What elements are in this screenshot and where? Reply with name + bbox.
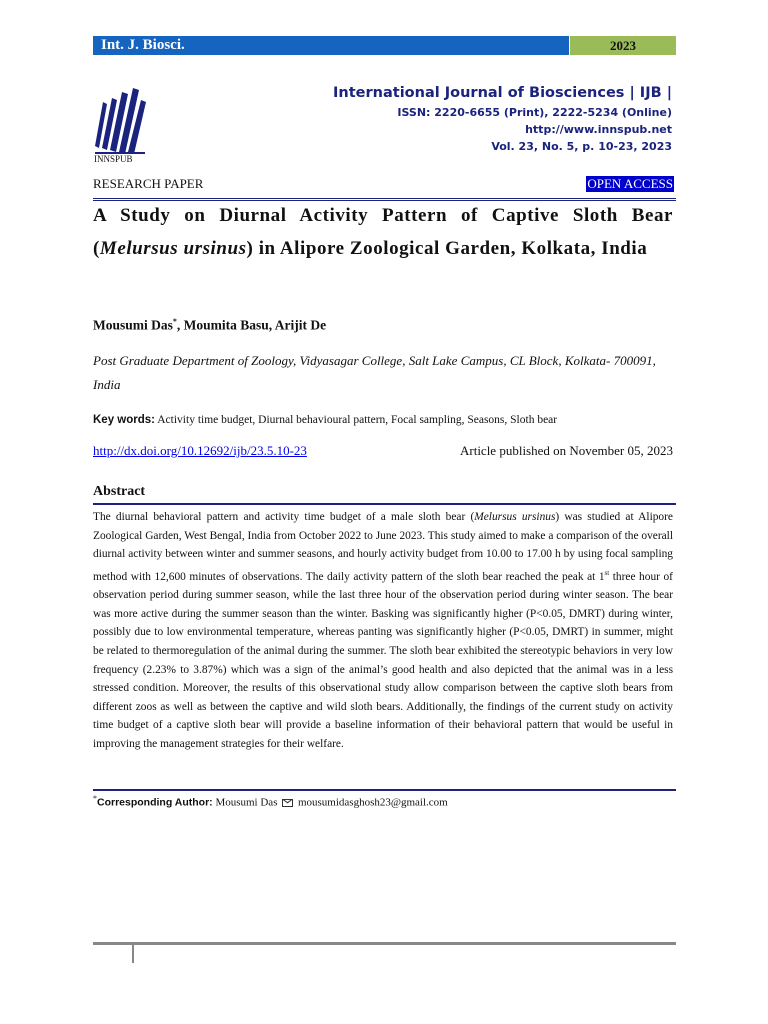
footer-divider: [93, 942, 676, 945]
author-list: [93, 313, 326, 335]
abstract-species: Melursus ursinus: [474, 511, 556, 523]
journal-title: International Journal of Biosciences | IJB |: [333, 85, 672, 101]
keywords-text: Activity time budget, Diurnal behavioural pattern, Focal sampling, Seasons, Sloth bear: [157, 414, 558, 426]
open-access-badge: OPEN ACCESS: [587, 176, 673, 191]
journal-url[interactable]: http://www.innspub.net: [525, 123, 672, 136]
corr-name: Mousumi Das: [215, 796, 278, 809]
keywords-label: Key words:: [93, 414, 155, 426]
title-species: Melursus ursinus: [99, 237, 247, 259]
keywords: [93, 413, 676, 428]
abstract-text-3: three hour of observation period during summer season, while the last three hour of the observation period during winter season. The bear was more active during the summer season than the winter. Basking was significantly higher (P<0.05, DMRT) during winter, possibly due to low environmental temperature, whereas panting was significantly higher (P<0.05, DMRT) in summer, might be related to thermoregulation of the animal during the summer. The sloth bear exhibited the stereotypic behaviors in very low frequency (2.23% to 3.87%) which was a sign of the animal’s good health and also depicted that the animal was in a less stressed condition. Moreover, the results of this observational study allow comparison between the captive sloth bears from different zoos as well as between the captive and wild sloth bears. Additionally, the findings of the current study on activity time budget of a captive sloth bear will provide a baseline information of their behavioral pattern that would be useful in improving the management strategies for their welfare.: [93, 570, 673, 750]
corr-email[interactable]: mousumidasghosh23@gmail.com: [297, 796, 448, 809]
abstract-ordinal: st: [604, 568, 610, 577]
abstract-text-1: The diurnal behavioral pattern and activity time budget of a male sloth bear (: [93, 511, 475, 523]
issn: ISSN: 2220-6655 (Print), 2222-5234 (Online): [397, 106, 672, 119]
corr-label: Corresponding Author:: [97, 796, 213, 809]
journal-header-bar: [93, 36, 676, 55]
corr-mark: *: [93, 794, 97, 803]
mail-icon: [282, 799, 293, 807]
footer-tick: [132, 945, 134, 963]
first-author: Mousumi Das: [93, 317, 173, 333]
corresponding-author: [93, 792, 448, 810]
other-authors: , Moumita Basu, Arijit De: [176, 317, 327, 333]
abstract-heading: Abstract: [93, 483, 676, 505]
title-part-1: A Study on Diurnal Activity Pattern of Captive Sloth Bear (: [93, 205, 673, 259]
abstract-body: [93, 508, 673, 754]
journal-info: [333, 82, 672, 155]
volume-info: Vol. 23, No. 5, p. 10-23, 2023: [491, 140, 672, 153]
article-type-bar: [93, 176, 676, 201]
abstract-divider: [93, 789, 676, 791]
journal-year: 2023: [570, 36, 676, 55]
doi-link[interactable]: http://dx.doi.org/10.12692/ijb/23.5.10-23: [93, 443, 307, 458]
abstract-text-2: ) was studied at Alipore Zoological Garden, West Bengal, India from October 2022 to June 2023. This study aimed to make a comparison of the overall diurnal activity between winter and summer seasons, and hourly activity budget from 10.00 to 17.00 h by using focal sampling method with 12,600 minutes of observations. The daily activity pattern of the sloth bear reached the peak at 1: [93, 511, 673, 583]
publication-date: Article published on November 05, 2023: [459, 443, 673, 458]
article-type: RESEARCH PAPER: [93, 176, 204, 191]
corresponding-mark: *: [172, 317, 177, 326]
affiliation: Post Graduate Department of Zoology, Vidyasagar College, Salt Lake Campus, CL Block, Kolkata- 700091, India: [93, 353, 656, 392]
paper-title: [93, 200, 673, 265]
journal-abbrev: Int. J. Biosci.: [93, 36, 569, 55]
title-part-2: ) in Alipore Zoological Garden, Kolkata, India: [246, 237, 648, 259]
publisher-logo-text: INNSPUB: [94, 154, 133, 164]
